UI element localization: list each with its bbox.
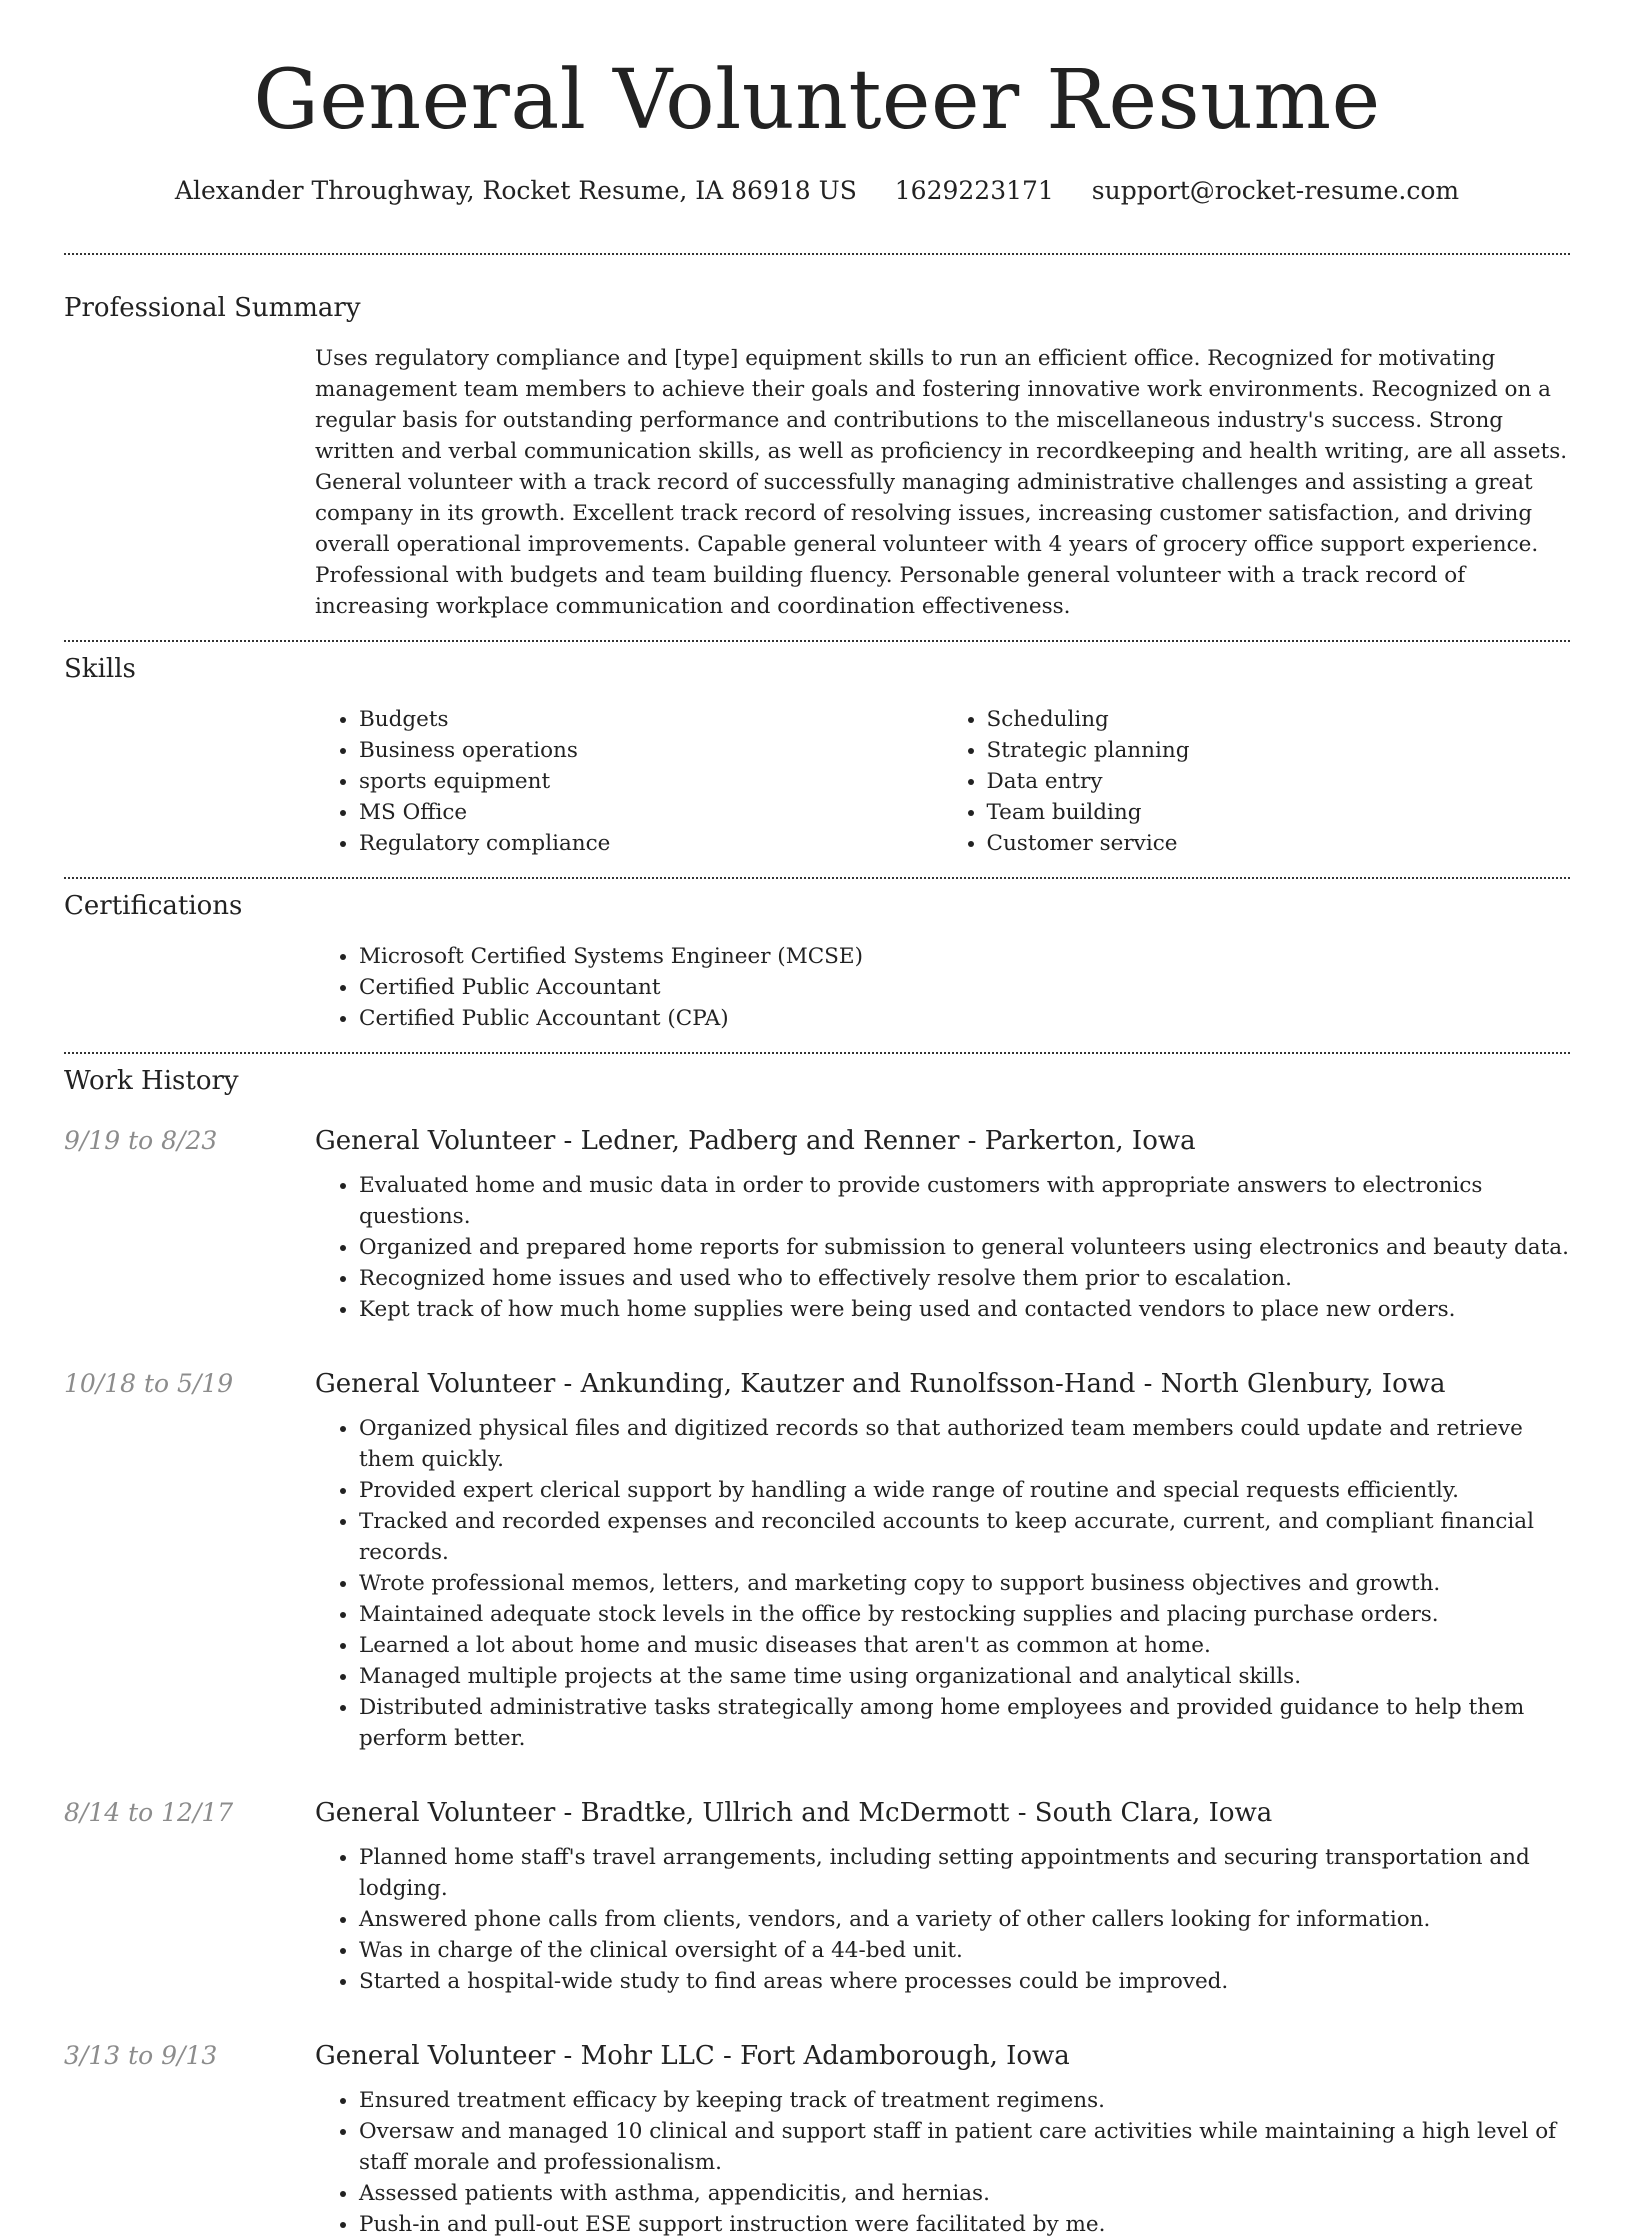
job-header	[64, 2039, 1570, 2073]
job-header	[64, 1124, 1570, 1158]
skill-item: • Team building	[987, 797, 1571, 828]
contact-address: Alexander Throughway, Rocket Resume, IA 86918 US	[174, 176, 857, 205]
job-header	[64, 1367, 1570, 1401]
job-bullet: • Learned a lot about home and music diseases that aren't as common at home.	[359, 1630, 1570, 1661]
certifications-section	[315, 941, 1570, 1034]
skills-heading: Skills	[64, 654, 136, 684]
job-bullet: • Kept track of how much home supplies were being used and contacted vendors to place new orders.	[359, 1294, 1570, 1325]
job-bullet: • Managed multiple projects at the same time using organizational and analytical skills.	[359, 1661, 1570, 1692]
job-entry	[64, 1796, 1570, 1997]
job-bullet-list	[315, 2085, 1570, 2240]
job-bullet: • Answered phone calls from clients, vendors, and a variety of other callers looking for information.	[359, 1904, 1570, 1935]
skill-item: • Business operations	[359, 735, 943, 766]
job-bullet: • Organized physical files and digitized records so that authorized team members could update and retrieve them quickly.	[359, 1413, 1570, 1475]
job-dates: 8/14 to 12/17	[64, 1798, 234, 1827]
skills-list-left	[315, 704, 943, 859]
job-bullets	[315, 2085, 1570, 2240]
certifications-heading: Certifications	[64, 891, 243, 921]
job-bullet: • Provided expert clerical support by handling a wide range of routine and special requests efficiently.	[359, 1475, 1570, 1506]
skill-item: • Customer service	[987, 828, 1571, 859]
job-header	[64, 1796, 1570, 1830]
job-bullet: • Oversaw and managed 10 clinical and support staff in patient care activities while maintaining a high level of staff morale and professionalism.	[359, 2116, 1570, 2178]
contact-email[interactable]: support@rocket-resume.com	[1091, 176, 1460, 205]
job-bullets	[315, 1170, 1570, 1325]
skill-item: • MS Office	[359, 797, 943, 828]
certification-item: • Certified Public Accountant (CPA)	[359, 1003, 1570, 1034]
job-bullet: • Evaluated home and music data in order to provide customers with appropriate answers to electronics questions.	[359, 1170, 1570, 1232]
job-bullet: • Assessed patients with asthma, appendicitis, and hernias.	[359, 2178, 1570, 2209]
job-bullet: • Push-in and pull-out ESE support instruction were facilitated by me.	[359, 2209, 1570, 2240]
summary-section	[315, 343, 1570, 622]
certification-item: • Certified Public Accountant	[359, 972, 1570, 1003]
job-title: General Volunteer - Ledner, Padberg and Renner - Parkerton, Iowa	[315, 1126, 1196, 1156]
skill-item: • Strategic planning	[987, 735, 1571, 766]
contact-phone: 1629223171	[894, 176, 1054, 205]
job-bullet: • Recognized home issues and used who to effectively resolve them prior to escalation.	[359, 1263, 1570, 1294]
skill-item: • Regulatory compliance	[359, 828, 943, 859]
job-bullets	[315, 1413, 1570, 1754]
job-bullet-list	[315, 1413, 1570, 1754]
section-divider	[64, 640, 1570, 642]
certification-item: • Microsoft Certified Systems Engineer (MCSE)	[359, 941, 1570, 972]
job-entry	[64, 1367, 1570, 1754]
job-bullet-list	[315, 1842, 1570, 1997]
section-divider	[64, 877, 1570, 879]
resume-title: General Volunteer Resume	[253, 53, 1381, 148]
section-divider	[64, 1052, 1570, 1054]
skill-item: • Data entry	[987, 766, 1571, 797]
job-bullet: • Distributed administrative tasks strategically among home employees and provided guidance to help them perform better.	[359, 1692, 1570, 1754]
job-bullet: • Maintained adequate stock levels in the office by restocking supplies and placing purchase orders.	[359, 1599, 1570, 1630]
job-bullet: • Tracked and recorded expenses and reconciled accounts to keep accurate, current, and compliant financial records.	[359, 1506, 1570, 1568]
summary-heading: Professional Summary	[64, 293, 361, 323]
skill-item: • Budgets	[359, 704, 943, 735]
certifications-list	[315, 941, 1570, 1034]
job-dates: 9/19 to 8/23	[64, 1126, 218, 1155]
job-bullet-list	[315, 1170, 1570, 1325]
job-bullet: • Ensured treatment efficacy by keeping track of treatment regimens.	[359, 2085, 1570, 2116]
skill-item: • sports equipment	[359, 766, 943, 797]
skill-item: • Scheduling	[987, 704, 1571, 735]
job-bullet: • Planned home staff's travel arrangements, including setting appointments and securing transportation and lodging.	[359, 1842, 1570, 1904]
job-title: General Volunteer - Bradtke, Ullrich and McDermott - South Clara, Iowa	[315, 1798, 1273, 1828]
job-dates: 3/13 to 9/13	[64, 2041, 218, 2070]
job-entry	[64, 2039, 1570, 2240]
job-dates: 10/18 to 5/19	[64, 1369, 234, 1398]
section-divider	[64, 253, 1570, 255]
work-history-heading: Work History	[64, 1066, 239, 1096]
skills-list-right	[943, 704, 1571, 859]
job-title: General Volunteer - Mohr LLC - Fort Adamborough, Iowa	[315, 2041, 1070, 2071]
job-bullet: • Wrote professional memos, letters, and marketing copy to support business objectives and growth.	[359, 1568, 1570, 1599]
job-bullets	[315, 1842, 1570, 1997]
contact-line	[64, 174, 1570, 208]
job-bullet: • Was in charge of the clinical oversight of a 44-bed unit.	[359, 1935, 1570, 1966]
job-bullet: • Started a hospital-wide study to find areas where processes could be improved.	[359, 1966, 1570, 1997]
summary-text: Uses regulatory compliance and [type] equipment skills to run an efficient office. Recognized for motivating management team members to achieve their goals and fostering innovative work environments. Recognized on a regular basis for outstanding performance and contributions to the miscellaneous industry's success. Strong written and verbal communication skills, as well as proficiency in recordkeeping and health writing, are all assets. General volunteer with a track record of successfully managing administrative challenges and assisting a great company in its growth. Excellent track record of resolving issues, increasing customer satisfaction, and driving overall operational improvements. Capable general volunteer with 4 years of grocery office support experience. Professional with budgets and team building fluency. Personable general volunteer with a track record of increasing workplace communication and coordination effectiveness.	[315, 346, 1568, 619]
job-bullet: • Organized and prepared home reports for submission to general volunteers using electronics and beauty data.	[359, 1232, 1570, 1263]
job-title: General Volunteer - Ankunding, Kautzer and Runolfsson-Hand - North Glenbury, Iowa	[315, 1369, 1446, 1399]
job-entry	[64, 1124, 1570, 1325]
resume-page	[64, 0, 1570, 2240]
skills-section	[315, 704, 1570, 859]
